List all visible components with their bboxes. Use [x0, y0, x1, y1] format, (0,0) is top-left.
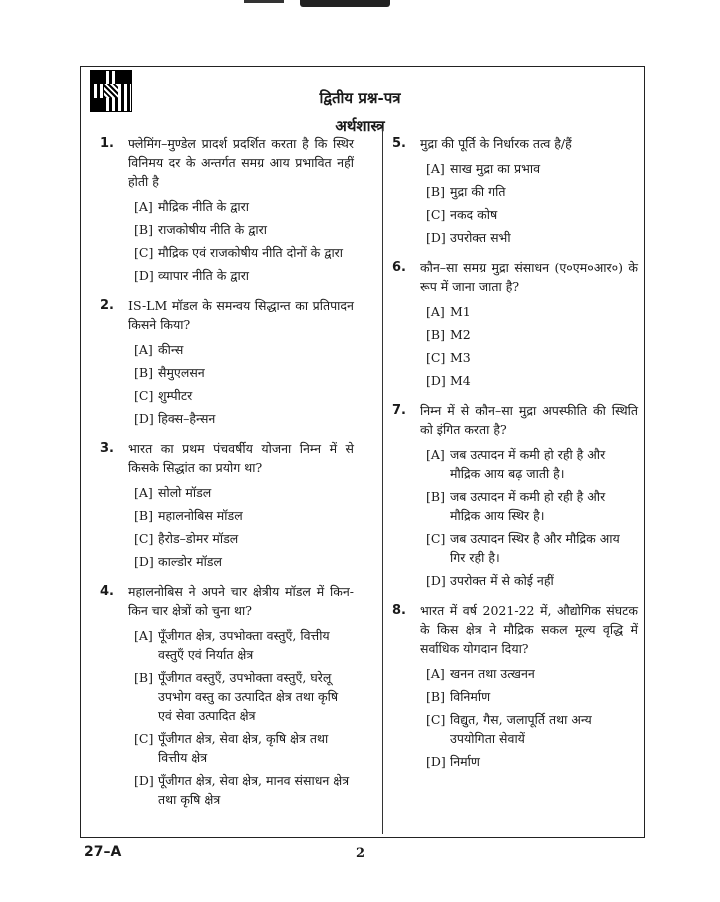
option-d[interactable]: [D] व्यापार नीति के द्वारा: [134, 268, 250, 283]
subject-title: अर्थशास्त्र: [335, 117, 385, 135]
option-a[interactable]: [A] खनन तथा उत्खनन: [426, 666, 535, 681]
left-column: [100, 134, 354, 820]
question-1: [100, 134, 354, 285]
option-c[interactable]: [C] मौद्रिक एवं राजकोषीय नीति दोनों के द्वारा: [134, 245, 344, 260]
option-c[interactable]: [C] हैरोड–डोमर मॉडल: [134, 531, 239, 546]
page-number: 2: [356, 846, 366, 861]
question-8: [392, 601, 638, 771]
question-number: 4.: [100, 584, 114, 599]
option-a[interactable]: [A] सोलो मॉडल: [134, 485, 212, 500]
option-a[interactable]: [A] कीन्स: [134, 342, 184, 357]
option-b[interactable]: [B] मुद्रा की गति: [426, 184, 506, 199]
option-d[interactable]: [D] हिक्स–हैन्सन: [134, 411, 216, 426]
question-number: 2.: [100, 298, 114, 313]
option-b[interactable]: [B] महालनोबिस मॉडल: [134, 508, 243, 523]
option-c[interactable]: [C] नकद कोष: [426, 207, 498, 222]
option-a[interactable]: [A] M1: [426, 304, 471, 319]
question-text: कौन–सा समग्र मुद्रा संसाधन (ए०एम०आर०) के रूप में जाना जाता है?: [420, 260, 638, 294]
question-number: 3.: [100, 441, 114, 456]
option-a[interactable]: [A] पूँजीगत क्षेत्र, उपभोक्ता वस्तुएँ, वित्तीय वस्तुएँ एवं निर्यात क्षेत्र: [134, 628, 330, 662]
question-text: महालनोबिस ने अपने चार क्षेत्रीय मॉडल में किन-किन चार क्षेत्रों को चुना था?: [128, 584, 354, 618]
question-text: निम्न में से कौन–सा मुद्रा अपस्फीति की स्थिति को इंगित करता है?: [420, 403, 638, 437]
question-text: मुद्रा की पूर्ति के निर्धारक तत्व है/हैं: [420, 136, 572, 151]
question-number: 8.: [392, 603, 406, 618]
question-number: 7.: [392, 403, 406, 418]
option-d[interactable]: [D] उपरोक्त सभी: [426, 230, 511, 245]
right-column: [392, 134, 638, 782]
question-5: [392, 134, 638, 247]
column-divider: [382, 128, 383, 834]
option-c[interactable]: [C] विद्युत, गैस, जलापूर्ति तथा अन्य उपयोगिता सेवायें: [426, 712, 592, 746]
question-number: 5.: [392, 136, 406, 151]
booklet-code: 27–A: [84, 844, 122, 860]
question-text: भारत में वर्ष 2021-22 में, औद्योगिक संघटक के किस क्षेत्र ने मौद्रिक सकल मूल्य वृद्धि में सर्वाधिक योगदान दिया?: [420, 603, 638, 656]
question-7: [392, 401, 638, 590]
option-b[interactable]: [B] विनिर्माण: [426, 689, 491, 704]
paper-title: द्वितीय प्रश्न-पत्र: [319, 89, 401, 107]
option-b[interactable]: [B] पूँजीगत वस्तुएँ, उपभोक्ता वस्तुएँ, घरेलू उपभोग वस्तु का उत्पादित क्षेत्र तथा कृषि एवं सेवा उत्पादित क्षेत्र: [134, 670, 339, 723]
question-3: [100, 439, 354, 571]
question-text: IS-LM मॉडल के समन्वय सिद्धान्त का प्रतिपादन किसने किया?: [128, 298, 354, 332]
option-c[interactable]: [C] पूँजीगत क्षेत्र, सेवा क्षेत्र, कृषि क्षेत्र तथा वित्तीय क्षेत्र: [134, 731, 329, 765]
option-c[interactable]: [C] M3: [426, 350, 471, 365]
option-b[interactable]: [B] सैमुएलसन: [134, 365, 205, 380]
question-text: फ्लेमिंग–मुण्डेल प्रादर्श प्रदर्शित करता है कि स्थिर विनिमय दर के अन्तर्गत समग्र आय प्रभावित नहीं होती है: [128, 136, 354, 189]
question-number: 1.: [100, 136, 114, 151]
question-4: [100, 582, 354, 809]
option-b[interactable]: [B] जब उत्पादन में कमी हो रही है और मौद्रिक आय स्थिर है।: [426, 489, 606, 523]
question-6: [392, 258, 638, 390]
option-a[interactable]: [A] जब उत्पादन में कमी हो रही है और मौद्रिक आय बढ़ जाती है।: [426, 447, 606, 481]
question-2: [100, 296, 354, 428]
option-d[interactable]: [D] काल्डोर मॉडल: [134, 554, 222, 569]
scan-mark-small: [244, 0, 284, 3]
question-text: भारत का प्रथम पंचवर्षीय योजना निम्न में से किसके सिद्धांत का प्रयोग था?: [128, 441, 354, 475]
question-number: 6.: [392, 260, 406, 275]
option-c[interactable]: [C] जब उत्पादन स्थिर है और मौद्रिक आय गिर रही है।: [426, 531, 620, 565]
option-d[interactable]: [D] निर्माण: [426, 754, 480, 769]
option-c[interactable]: [C] शुम्पीटर: [134, 388, 193, 403]
option-b[interactable]: [B] राजकोषीय नीति के द्वारा: [134, 222, 268, 237]
option-a[interactable]: [A] मौद्रिक नीति के द्वारा: [134, 199, 250, 214]
option-d[interactable]: [D] M4: [426, 373, 471, 388]
option-d[interactable]: [D] पूँजीगत क्षेत्र, सेवा क्षेत्र, मानव संसाधन क्षेत्र तथा कृषि क्षेत्र: [134, 773, 350, 807]
option-a[interactable]: [A] साख मुद्रा का प्रभाव: [426, 161, 541, 176]
option-d[interactable]: [D] उपरोक्त में से कोई नहीं: [426, 573, 554, 588]
scan-mark: [300, 0, 390, 7]
option-b[interactable]: [B] M2: [426, 327, 471, 342]
